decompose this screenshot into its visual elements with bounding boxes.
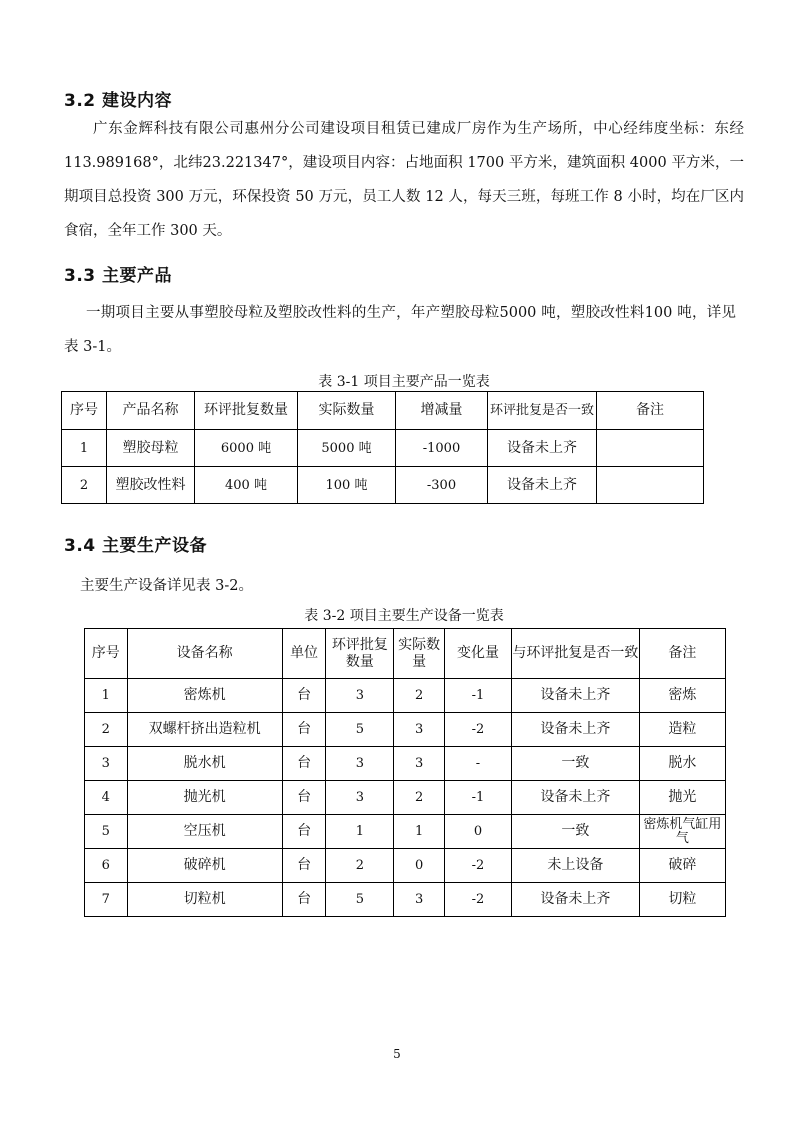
cell-unit: 台 bbox=[282, 883, 326, 917]
cell-index: 2 bbox=[62, 467, 107, 504]
table-row bbox=[85, 679, 726, 713]
col-header-consistent: 与环评批复是否一致 bbox=[511, 629, 639, 679]
col-header-actual-quantity: 实际数量 bbox=[298, 392, 396, 430]
table-3-2-caption: 表 3-2 项目主要生产设备一览表 bbox=[304, 608, 504, 624]
cell-actual-quantity: 3 bbox=[394, 713, 445, 747]
cell-equipment-name: 抛光机 bbox=[127, 781, 282, 815]
cell-consistent: 设备未上齐 bbox=[511, 713, 639, 747]
table-row bbox=[62, 430, 704, 467]
cell-remarks: 抛光 bbox=[639, 781, 725, 815]
cell-change: -1000 bbox=[396, 430, 488, 467]
cell-remarks bbox=[597, 430, 704, 467]
cell-remarks: 造粒 bbox=[639, 713, 725, 747]
cell-change: -2 bbox=[445, 713, 512, 747]
cell-index: 2 bbox=[85, 713, 128, 747]
cell-consistent: 设备未上齐 bbox=[511, 679, 639, 713]
cell-approved-quantity: 5 bbox=[326, 713, 394, 747]
equipment-table bbox=[84, 628, 726, 917]
cell-product-name: 塑胶改性料 bbox=[107, 467, 195, 504]
col-header-approved-quantity: 环评批复数量 bbox=[326, 629, 394, 679]
cell-consistent: 设备未上齐 bbox=[488, 430, 597, 467]
cell-actual-quantity: 100 吨 bbox=[298, 467, 396, 504]
cell-index: 1 bbox=[85, 679, 128, 713]
cell-change: - bbox=[445, 747, 512, 781]
cell-remarks: 密炼 bbox=[639, 679, 725, 713]
section-3-3-paragraph: 一期项目主要从事塑胶母粒及塑胶改性料的生产，年产塑胶母粒5000 吨，塑胶改性料100 吨，详见表 3-1。 bbox=[64, 305, 736, 355]
cell-approved-quantity: 1 bbox=[326, 815, 394, 849]
cell-index: 7 bbox=[85, 883, 128, 917]
table-row bbox=[85, 781, 726, 815]
cell-index: 1 bbox=[62, 430, 107, 467]
cell-approved-quantity: 400 吨 bbox=[195, 467, 298, 504]
products-table-header-row bbox=[62, 392, 704, 430]
table-row bbox=[85, 713, 726, 747]
cell-consistent: 一致 bbox=[511, 747, 639, 781]
cell-equipment-name: 切粒机 bbox=[127, 883, 282, 917]
equipment-table-header-row bbox=[85, 629, 726, 679]
cell-approved-quantity: 2 bbox=[326, 849, 394, 883]
cell-actual-quantity: 5000 吨 bbox=[298, 430, 396, 467]
cell-remarks: 切粒 bbox=[639, 883, 725, 917]
cell-unit: 台 bbox=[282, 849, 326, 883]
cell-change: -1 bbox=[445, 781, 512, 815]
col-header-unit: 单位 bbox=[282, 629, 326, 679]
cell-equipment-name: 空压机 bbox=[127, 815, 282, 849]
cell-change: -1 bbox=[445, 679, 512, 713]
table-row bbox=[85, 849, 726, 883]
cell-consistent: 一致 bbox=[511, 815, 639, 849]
cell-consistent: 未上设备 bbox=[511, 849, 639, 883]
col-header-remarks: 备注 bbox=[639, 629, 725, 679]
section-3-2-paragraph: 广东金辉科技有限公司惠州分公司建设项目租赁已建成厂房作为生产场所，中心经纬度坐标：东经 113.989168°，北纬23.221347°，建设项目内容：占地面积 1700 平方米，建筑面积 4000 平方米，一期项目总投资 300 万元，环保投资 50 万元，员工人数 12 人，每天三班，每班工作 8 小时，均在厂区内食宿，全年工作 300 天。 bbox=[64, 121, 744, 239]
section-3-4-heading: 3.4 主要生产设备 bbox=[64, 536, 208, 556]
cell-actual-quantity: 3 bbox=[394, 883, 445, 917]
col-header-change: 增减量 bbox=[396, 392, 488, 430]
cell-equipment-name: 破碎机 bbox=[127, 849, 282, 883]
col-header-index: 序号 bbox=[85, 629, 128, 679]
cell-equipment-name: 密炼机 bbox=[127, 679, 282, 713]
cell-actual-quantity: 2 bbox=[394, 781, 445, 815]
section-3-4-paragraph: 主要生产设备详见表 3-2。 bbox=[80, 578, 253, 594]
table-row bbox=[85, 815, 726, 849]
section-3-2-heading: 3.2 建设内容 bbox=[64, 91, 173, 111]
table-row bbox=[62, 467, 704, 504]
section-3-3-heading: 3.3 主要产品 bbox=[64, 266, 173, 286]
col-header-consistent: 环评批复是否一致 bbox=[488, 392, 597, 430]
cell-unit: 台 bbox=[282, 713, 326, 747]
cell-change: -300 bbox=[396, 467, 488, 504]
cell-remarks: 破碎 bbox=[639, 849, 725, 883]
cell-consistent: 设备未上齐 bbox=[511, 781, 639, 815]
cell-equipment-name: 双螺杆挤出造粒机 bbox=[127, 713, 282, 747]
cell-index: 3 bbox=[85, 747, 128, 781]
cell-consistent: 设备未上齐 bbox=[511, 883, 639, 917]
cell-change: -2 bbox=[445, 883, 512, 917]
cell-equipment-name: 脱水机 bbox=[127, 747, 282, 781]
products-table bbox=[61, 391, 704, 504]
cell-index: 4 bbox=[85, 781, 128, 815]
cell-remarks: 脱水 bbox=[639, 747, 725, 781]
cell-consistent: 设备未上齐 bbox=[488, 467, 597, 504]
cell-index: 6 bbox=[85, 849, 128, 883]
cell-change: 0 bbox=[445, 815, 512, 849]
cell-unit: 台 bbox=[282, 781, 326, 815]
cell-approved-quantity: 5 bbox=[326, 883, 394, 917]
cell-actual-quantity: 3 bbox=[394, 747, 445, 781]
table-3-1-caption: 表 3-1 项目主要产品一览表 bbox=[318, 374, 490, 390]
cell-unit: 台 bbox=[282, 679, 326, 713]
cell-actual-quantity: 2 bbox=[394, 679, 445, 713]
col-header-equipment-name: 设备名称 bbox=[127, 629, 282, 679]
col-header-index: 序号 bbox=[62, 392, 107, 430]
cell-actual-quantity: 0 bbox=[394, 849, 445, 883]
col-header-approved-quantity: 环评批复数量 bbox=[195, 392, 298, 430]
col-header-change: 变化量 bbox=[445, 629, 512, 679]
cell-approved-quantity: 3 bbox=[326, 747, 394, 781]
cell-unit: 台 bbox=[282, 747, 326, 781]
cell-index: 5 bbox=[85, 815, 128, 849]
cell-change: -2 bbox=[445, 849, 512, 883]
cell-remarks bbox=[597, 467, 704, 504]
cell-approved-quantity: 6000 吨 bbox=[195, 430, 298, 467]
col-header-actual-quantity: 实际数量 bbox=[394, 629, 445, 679]
cell-product-name: 塑胶母粒 bbox=[107, 430, 195, 467]
cell-unit: 台 bbox=[282, 815, 326, 849]
table-row bbox=[85, 747, 726, 781]
cell-approved-quantity: 3 bbox=[326, 679, 394, 713]
cell-remarks: 密炼机气缸用气 bbox=[639, 815, 725, 849]
cell-actual-quantity: 1 bbox=[394, 815, 445, 849]
table-row bbox=[85, 883, 726, 917]
col-header-product-name: 产品名称 bbox=[107, 392, 195, 430]
cell-approved-quantity: 3 bbox=[326, 781, 394, 815]
col-header-remarks: 备注 bbox=[597, 392, 704, 430]
page-number: 5 bbox=[393, 1047, 401, 1061]
